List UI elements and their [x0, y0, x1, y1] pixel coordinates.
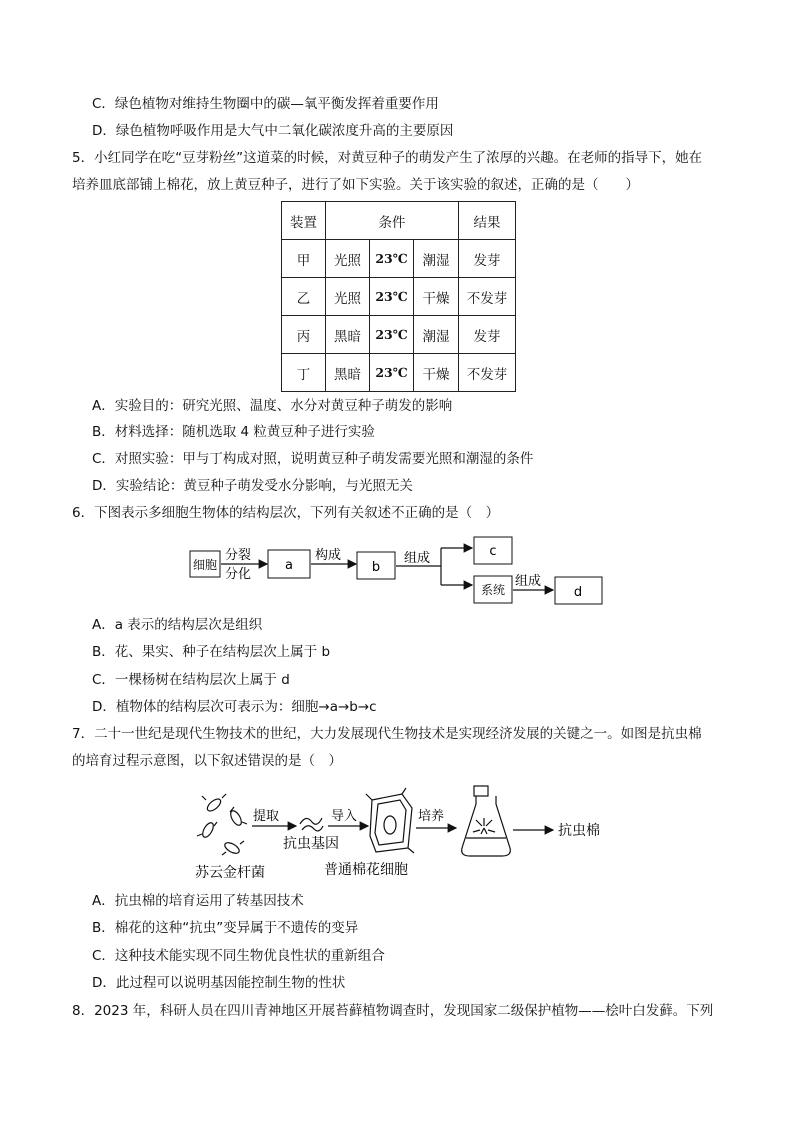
culture-label: 培养 — [418, 809, 445, 824]
header-device: 装置 — [282, 202, 326, 240]
system-label: 系统 — [480, 583, 506, 597]
import-label: 导入 — [331, 809, 358, 824]
table-cell: 23℃ — [370, 278, 414, 316]
form3-label: 组成 — [515, 574, 542, 589]
table-cell: 光照 — [326, 278, 370, 316]
header-condition: 条件 — [326, 202, 459, 240]
table-cell: 潮湿 — [414, 240, 459, 278]
table-cell: 甲 — [282, 240, 326, 278]
q7-option-a: A．抗虫棉的培育运用了转基因技术 — [92, 893, 304, 909]
bacteria-icon — [197, 794, 247, 855]
table-cell: 黑暗 — [326, 354, 370, 392]
table-cell: 不发芽 — [459, 354, 516, 392]
q7-option-b: B．棉花的这种“抗虫”变异属于不遗传的变异 — [92, 920, 359, 936]
q7-option-d: D．此过程可以说明基因能控制生物的性状 — [92, 975, 346, 991]
q6-option-d: D．植物体的结构层次可表示为：细胞→a→b→c — [92, 699, 377, 715]
table-cell: 发芽 — [459, 240, 516, 278]
table-cell: 23℃ — [370, 316, 414, 354]
header-result: 结果 — [459, 202, 516, 240]
differ-label: 分化 — [225, 567, 252, 582]
q8-stem-line1: 8．2023 年，科研人员在四川青神地区开展苔藓植物调查时，发现国家二级保护植物——桧叶白发藓。下列 — [72, 1003, 714, 1019]
bacteria-label: 苏云金杆菌 — [195, 865, 265, 881]
a-label: a — [285, 558, 293, 573]
gene-label: 抗虫基因 — [283, 836, 339, 852]
d-label: d — [573, 585, 583, 600]
table-cell: 潮湿 — [414, 316, 459, 354]
q5-option-d: D．实验结论：黄豆种子萌发受水分影响，与光照无关 — [92, 478, 413, 494]
q6-option-c: C．一棵杨树在结构层次上属于 d — [92, 672, 290, 688]
product-label: 抗虫棉 — [558, 823, 600, 839]
q4-option-c: C．绿色植物对维持生物圈中的碳—氧平衡发挥着重要作用 — [92, 96, 439, 112]
c-label: c — [489, 544, 497, 559]
q6-option-a: A．a 表示的结构层次是组织 — [92, 617, 263, 633]
table-cell: 发芽 — [459, 316, 516, 354]
flask-icon — [462, 786, 511, 856]
q5-option-c: C．对照实验：甲与丁构成对照，说明黄豆种子萌发需要光照和潮湿的条件 — [92, 451, 534, 467]
cell-label: 细胞 — [192, 558, 218, 572]
q7-stem-line2: 的培育过程示意图，以下叙述错误的是（ ） — [72, 753, 342, 769]
q7-option-c: C．这种技术能实现不同生物优良性状的重新组合 — [92, 948, 385, 964]
table-cell: 光照 — [326, 240, 370, 278]
cotton-cell-label: 普通棉花细胞 — [324, 862, 408, 878]
form1-label: 构成 — [315, 548, 342, 563]
table-cell: 干燥 — [414, 278, 459, 316]
table-cell: 23℃ — [370, 354, 414, 392]
cotton-cell-icon — [366, 788, 414, 853]
q7-stem-line1: 7．二十一世纪是现代生物技术的世纪，大力发展现代生物技术是实现经济发展的关键之一。如图是抗虫棉 — [72, 726, 702, 742]
q6-option-b: B．花、果实、种子在结构层次上属于 b — [92, 644, 331, 660]
q6-stem: 6．下图表示多细胞生物体的结构层次，下列有关叙述不正确的是（ ） — [72, 505, 500, 521]
gene-icon — [300, 818, 323, 831]
q5-stem-line2: 培养皿底部铺上棉花，放上黄豆种子，进行了如下实验。关于该实验的叙述，正确的是（ ） — [72, 177, 639, 193]
table-cell: 23℃ — [370, 240, 414, 278]
table-cell: 丙 — [282, 316, 326, 354]
q5-option-b: B．材料选择：随机选取 4 粒黄豆种子进行实验 — [92, 424, 375, 440]
table-cell: 丁 — [282, 354, 326, 392]
q4-option-d: D．绿色植物呼吸作用是大气中二氧化碳浓度升高的主要原因 — [92, 123, 454, 139]
extract-label: 提取 — [253, 809, 280, 824]
split-label: 分裂 — [225, 548, 252, 563]
q5-option-a: A．实验目的：研究光照、温度、水分对黄豆种子萌发的影响 — [92, 398, 453, 414]
table-cell: 干燥 — [414, 354, 459, 392]
table-cell: 不发芽 — [459, 278, 516, 316]
table-cell: 黑暗 — [326, 316, 370, 354]
b-label: b — [371, 560, 381, 575]
q5-stem-line1: 5．小红同学在吃“豆芽粉丝”这道菜的时候，对黄豆种子的萌发产生了浓厚的兴趣。在老师的指导下，她在 — [72, 150, 703, 166]
form2-label: 组成 — [404, 551, 431, 566]
table-cell: 乙 — [282, 278, 326, 316]
